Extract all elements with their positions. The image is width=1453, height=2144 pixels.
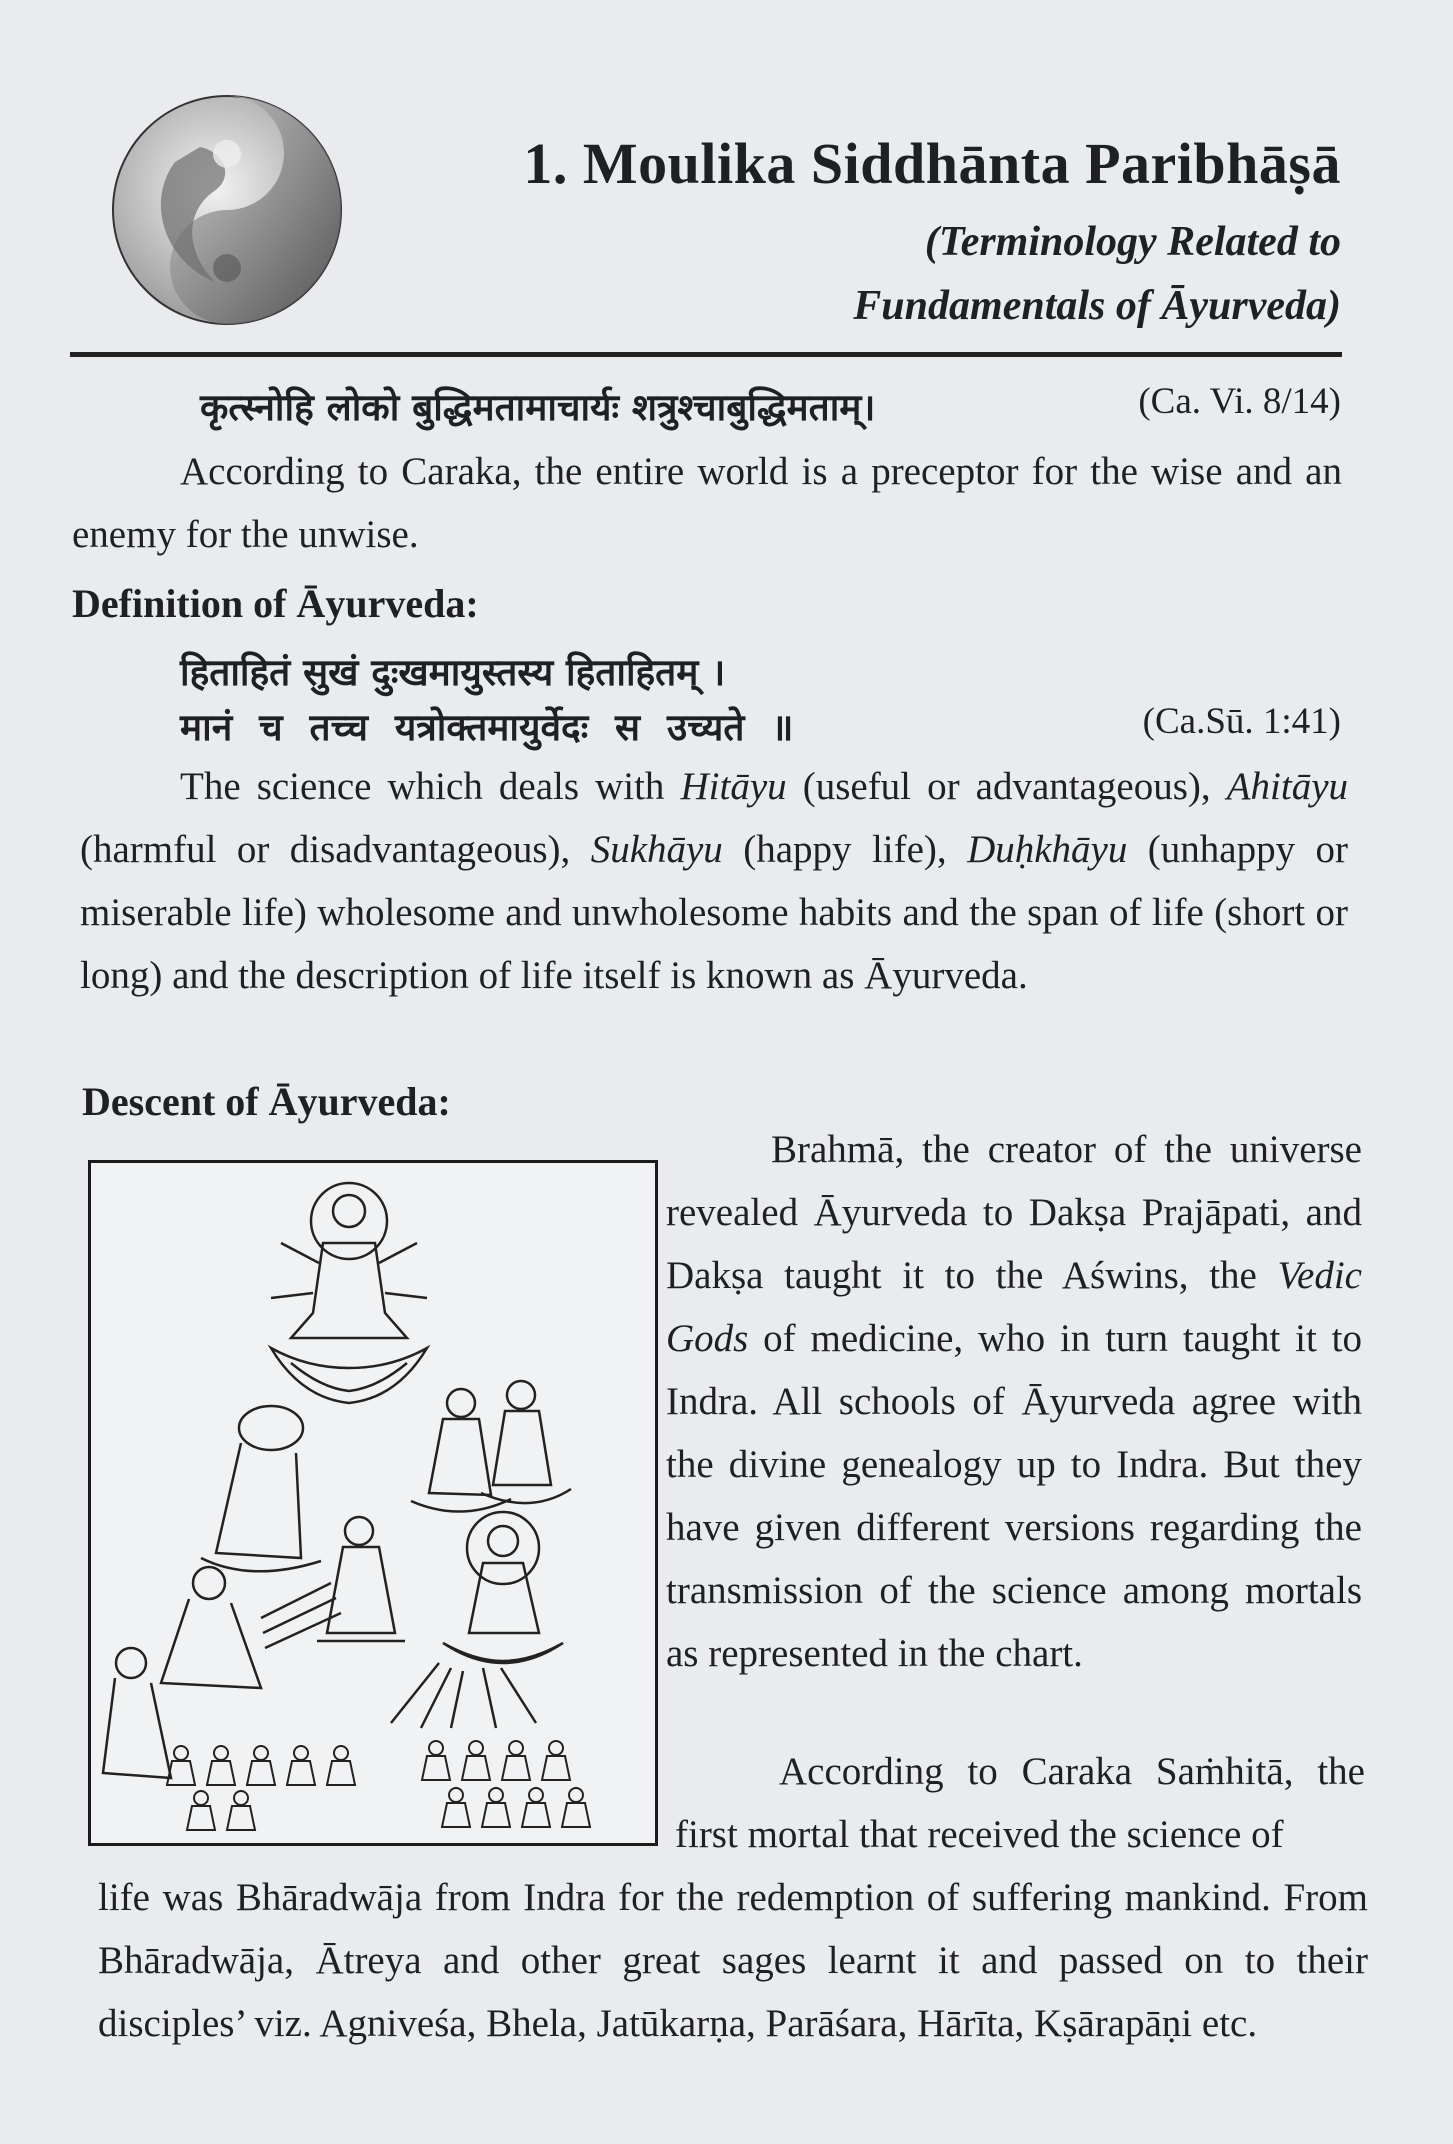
term-sukhayu: Sukhāyu [590,828,723,871]
chapter-subtitle [853,210,1341,338]
definition-text-end: (unhappy or miserable life) wholesome and unwholesome habits and the span of life (short or long) and the description of life itself is known as Āyurveda. [80,828,1348,997]
deities-and-sages-drawing [91,1163,655,1843]
definition-text-intro: The science which deals with [180,765,681,808]
descent-text-2: of medicine, who in turn taught it to Indra. All schools of Āyurveda agree with the divine genealogy up to Indra. But they have given different versions regarding the transmission of the science among mortals as represented in the chart. [666,1317,1362,1675]
descent-paragraph-1 [666,1118,1362,1685]
title-rule [70,352,1342,357]
sanskrit-verse-caraka-vimana: कृत्स्नोहि लोको बुद्धिमतामाचार्यः शत्रुश्चाबुद्धिमताम्। [200,386,876,429]
sanskrit-definition-line-1: हिताहितं सुखं दुःखमायुस्तस्य हिताहितम् । [180,651,726,694]
term-ahitayu: Ahitāyu [1226,765,1349,808]
definition-paragraph [80,755,1348,1007]
term-hitayu: Hitāyu [680,765,787,808]
term-duhkhayu: Duḥkhāyu [967,828,1128,871]
reference-ca-vi: (Ca. Vi. 8/14) [1138,381,1341,422]
descent-paragraph-2-full: life was Bhāradwāja from Indra for the redemption of suffering mankind. From Bhāradwāja, Ātreya and other great sages learnt it and passed on to their disciples’ viz. Agniveśa, Bhela, Jatūkarṇa, Parāśara, Hārīta, Kṣārapāṇi etc. [98,1876,1368,2045]
subtitle-line-2: Fundamentals of Āyurveda) [853,283,1341,329]
chapter-title: 1. Moulika Siddhānta Paribhāṣā [523,131,1341,196]
sanskrit-definition-line-2: मानं च तच्च यत्रोक्तमायुर्वेदः स उच्यते ॥ [180,706,794,749]
reference-ca-su: (Ca.Sū. 1:41) [1142,701,1341,742]
subtitle-line-1: (Terminology Related to [924,219,1341,265]
definition-text-2: (harmful or disadvantageous), [80,828,591,871]
definition-heading: Definition of Āyurveda: [72,581,479,626]
descent-heading: Descent of Āyurveda: [82,1079,451,1124]
definition-text-1: (useful or advantageous), [786,765,1227,808]
definition-text-3: (happy life), [722,828,968,871]
descent-illustration [88,1160,658,1846]
descent-paragraph-2-wrap: According to Caraka Saṁhitā, the first mortal that received the science of [675,1750,1365,1856]
yin-yang-logo [105,92,350,328]
term-vedic-gods: Vedic Gods [666,1254,1362,1360]
quote1-translation: According to Caraka, the entire world is a preceptor for the wise and an enemy for the unwise. [72,450,1342,556]
descent-text-1: Brahmā, the creator of the universe revealed Āyurveda to Dakṣa Prajāpati, and Dakṣa taught it to the Aświns, the [666,1128,1362,1297]
